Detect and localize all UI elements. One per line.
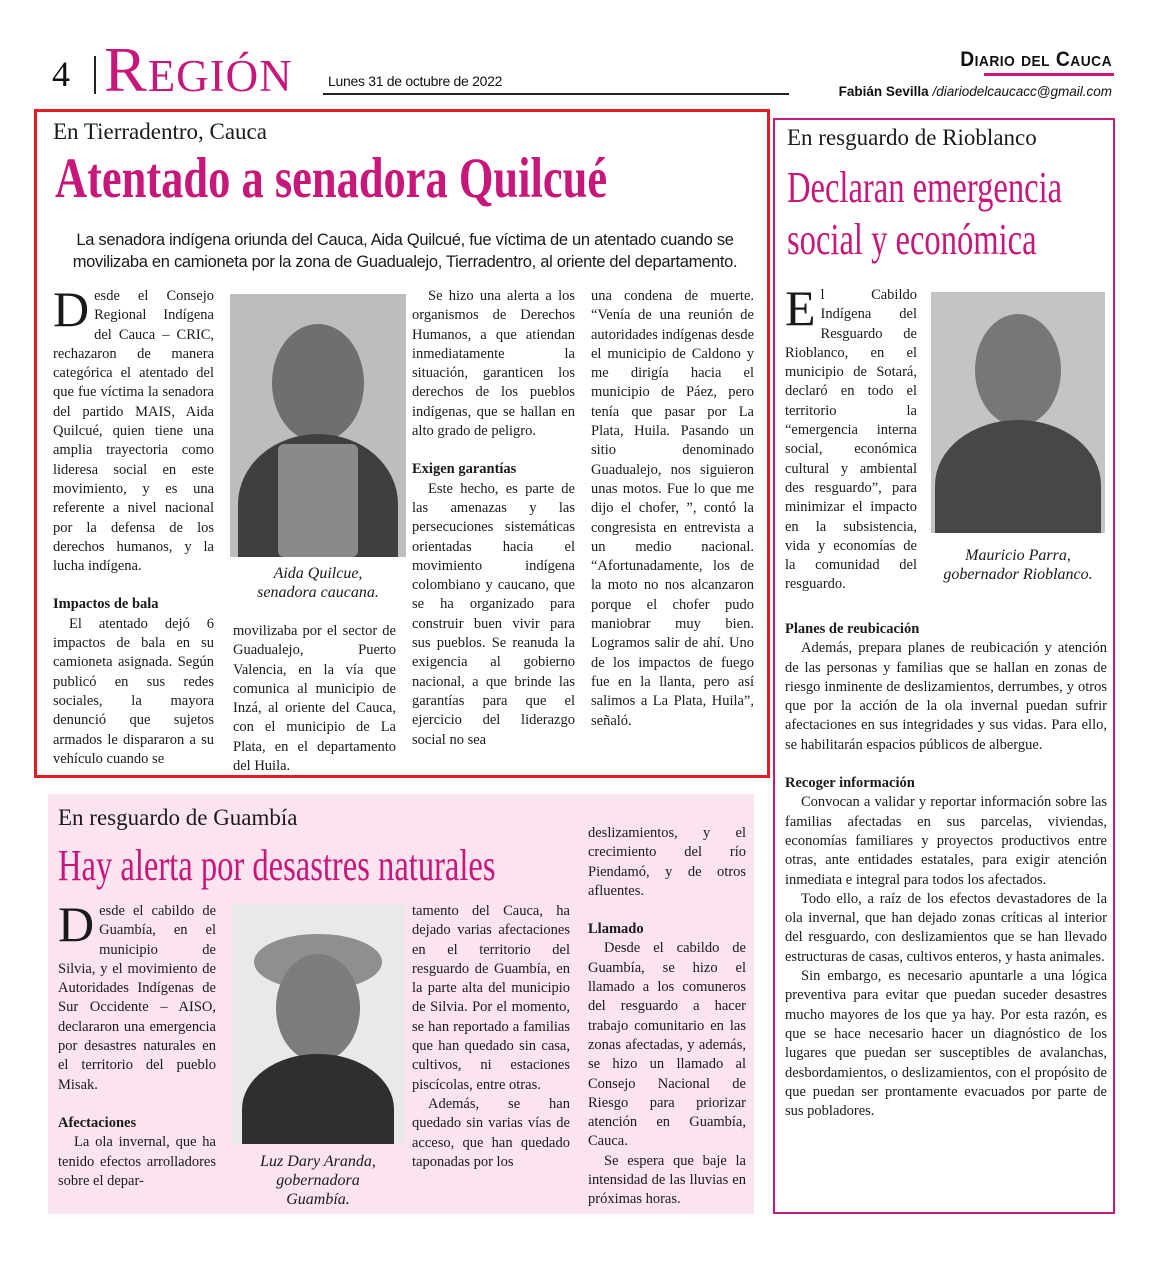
main-article-column-3: [412, 287, 575, 777]
bottom-article-column-1: [58, 902, 216, 1208]
photo-scarf: [278, 444, 358, 557]
page-number: 4: [52, 54, 70, 94]
bottom-article-paragraph: deslizamientos, y el crecimiento del río Piendamó, y de otros afluentes.: [588, 825, 746, 899]
main-article-paragraph: Se hizo una alerta a los organismos de Derechos Humanos, a que atiendan inmediatamente la situación, garanticen los derechos de los pueblos indígenas, que se hallan en alto grado de peligro.: [412, 288, 575, 440]
governor-photo-rioblanco: [931, 292, 1105, 533]
bottom-article-subheading: Afectaciones: [58, 1114, 137, 1131]
bottom-article: [48, 794, 754, 1214]
section-title: Región: [104, 34, 293, 105]
photo-figure-head: [272, 324, 364, 442]
main-article-headline: Atentado a senadora Quilcué: [55, 147, 608, 210]
sidebar-article-column-1: [785, 286, 917, 602]
photo-figure-body: [242, 1054, 394, 1144]
main-article-paragraph: movilizaba por el sector de Guadualejo, Puerto Valencia, en la vía que comunica al municipio de Inzá, al oriente del Cauca, con el municipio de La Plata, en el departamento del Huila.: [233, 623, 396, 775]
newspaper-name-rule: [984, 73, 1114, 76]
governor-guambia-photo-caption: Luz Dary Aranda, gobernadora Guambía.: [260, 1153, 376, 1208]
bottom-article-paragraph: Se espera que baje la intensidad de las lluvias en próximas horas.: [588, 1152, 746, 1208]
photo-figure-head: [975, 314, 1061, 426]
header-rule: [323, 93, 789, 95]
main-article-subheading: Impactos de bala: [53, 596, 159, 613]
sidebar-article-column-2: [785, 610, 1107, 1210]
main-article-deck: La senadora indígena oriunda del Cauca, Aida Quilcué, fue víctima de un atentado cuando se movilizaba en camioneta por la zona de Guadualejo, Tierradentro, al oriente del departamento.: [72, 231, 738, 271]
sidebar-article-headline: Declaran emergencia social y económica: [787, 163, 1063, 264]
sidebar-article-subheading: Recoger información: [785, 775, 915, 792]
bottom-article-paragraph: tamento del Cauca, ha dejado varias afectaciones en el territorio del resguardo de Guambía, en la parte alta del municipio de Silvia. Por el momento, se han reportado a familias que han quedado sin casa, cultivos, ni estaciones piscícolas, entre otras.: [412, 903, 570, 1093]
senator-photo-caption: Aida Quilcue, senadora caucana.: [257, 565, 379, 601]
drop-cap: E: [785, 286, 816, 336]
bottom-article-paragraph: Además, se han quedado sin varias vías de acceso, que han quedado taponadas por los: [412, 1095, 570, 1170]
sidebar-article-paragraph: Convocan a validar y reportar información sobre las familias afectadas en sus parcelas, viviendas, economías familiares y proyectos productivos entre otras, ante entidades estatales, para exigir atención inmediata e integral para todos los afectados.: [785, 794, 1107, 888]
bottom-article-column-2: [412, 902, 570, 1208]
sidebar-article: [773, 118, 1115, 1214]
sidebar-article-paragraph: Sin embargo, es necesario apuntarle a una lógica preventiva para evitar que puedan suceder desastres mucho mayores de los que ya hay. Por esta razón, es que se hace necesario hacer un diagnóstico de los lugares que puedan ser susceptibles de avalanchas, desbordamientos, o deslizamientos, con el propósito de que puedan ser prontamente evacuados por parte de sus pobladores.: [785, 968, 1107, 1120]
main-article-subheading: Exigen garantías: [412, 461, 517, 478]
photo-figure-body: [935, 420, 1101, 533]
main-article-paragraph: El atentado dejó 6 impactos de bala en su camioneta asignada. Según publicó en sus redes sociales, la mayora denunció que sujetos armados le dispararon a su vehículo cuando se: [53, 615, 214, 767]
bottom-article-kicker: En resguardo de Guambía: [58, 805, 298, 830]
governor-photo-guambia: [232, 904, 404, 1144]
sidebar-article-paragraph: El Cabildo Indígena del Resguardo de Rioblanco, en el municipio de Sotará, declaró en todo el territorio la “emergencia interna social, económica cultural y ambiental des resguardo”, para minimizar el impacto en la subsistencia, vida y economías de la comunidad del resguardo.: [785, 286, 917, 593]
author-line: [839, 84, 1112, 99]
bottom-article-paragraph: Desde el cabildo de Guambía, en el municipio de Silvia, y el movimiento de Autoridades Indígenas de Sur Occidente – AISO, declararon una emergencia por desastres naturales en el territorio del pueblo Misak.: [58, 902, 216, 1093]
author-email[interactable]: /diariodelcaucacc@gmail.com: [932, 84, 1112, 99]
bottom-article-paragraph: La ola invernal, que ha tenido efectos arrolladores sobre el depar-: [58, 1134, 216, 1189]
sidebar-article-paragraph: Además, prepara planes de reubicación y atención de las personas y familias que se hallan en zonas de riesgo inminente de deslizamientos, derrumbes, y otros que por la acción de la ola invernal puedan sufrir afectaciones en sus integridades y sus vidas. Para ello, se habilitarán espacios públicos de albergue.: [785, 640, 1107, 753]
sidebar-article-kicker: En resguardo de Rioblanco: [787, 125, 1037, 150]
bottom-article-paragraph: Desde el cabildo de Guambía, se hizo el llamado a los comuneros del resguardo a hacer trabajo comunitario en las zonas afectadas, y además, se hizo un llamado al Consejo Nacional de Riesgo para priorizar atención en Guambía, Cauca.: [588, 940, 746, 1150]
photo-figure-head: [276, 954, 360, 1062]
bottom-article-subheading: Llamado: [588, 921, 644, 938]
main-article-paragraph: Este hecho, es parte de las amenazas y las persecuciones sistemáticas orientadas hacia el movimiento indígena colombiano y caucano, que se ha organizado para construir buen vivir para sus pueblos. Se reanuda la exigencia al gobierno nacional, a que brinde las garantías para que el ejercicio del liderazgo social no sea: [412, 480, 575, 748]
newspaper-name: Diario del Cauca: [960, 48, 1112, 71]
page-number-divider: [94, 56, 96, 94]
drop-cap: D: [53, 287, 90, 337]
main-article-paragraph: Desde el Consejo Regional Indígena del Cauca – CRIC, rechazaron de manera categórica el atentado del que fue víctima la senadora del partido MAIS, Aida Quilcué, quien tiene una amplia trayectoria como lideresa social en este movimiento, y es una referente a nivel nacional por la defensa de los derechos humanos, y la lucha indígena.: [53, 287, 214, 575]
main-article-column-4: [591, 287, 754, 777]
senator-photo: [230, 294, 406, 557]
governor-photo-caption: Mauricio Parra, gobernador Rioblanco.: [943, 547, 1093, 583]
main-article-column-2: [233, 622, 396, 777]
main-article: [34, 109, 770, 778]
author-name: Fabián Sevilla: [838, 84, 929, 99]
main-article-paragraph: una condena de muerte. “Venía de una reunión de autoridades indígenas desde el municipio de Caldono y me dirigía hacia el municipio de Páez, pero tenía que pasar por La Plata, Huila. Pasando un sitio denominado Guadualejo, nos siguieron unas motos. Fue lo que me dijo el chofer, ”, contó la congresista en entrevista a un medio nacional. “Afortunadamente, los de la moto no nos alcanzaron porque el chofer pudo maniobrar muy bien. Logramos salir de ahí. Uno de los impactos de fuego fue en la llanta, pero así salimos a La Plata, Huila”, señaló.: [591, 288, 754, 729]
issue-date: Lunes 31 de octubre de 2022: [328, 73, 503, 89]
sidebar-article-subheading: Planes de reubicación: [785, 621, 920, 637]
main-article-kicker: En Tierradentro, Cauca: [53, 119, 267, 144]
bottom-article-headline: Hay alerta por desastres naturales: [58, 841, 496, 890]
sidebar-article-paragraph: Todo ello, a raíz de los efectos devastadores de la ola invernal, que han dejado zonas críticas al interior del resguardo, con deslizamientos que se han llevado estructuras de casas, cultivos enteros, y hasta animales.: [785, 890, 1107, 965]
drop-cap: D: [58, 902, 95, 952]
main-article-column-1: [53, 287, 214, 777]
bottom-article-column-3: [588, 824, 746, 1208]
